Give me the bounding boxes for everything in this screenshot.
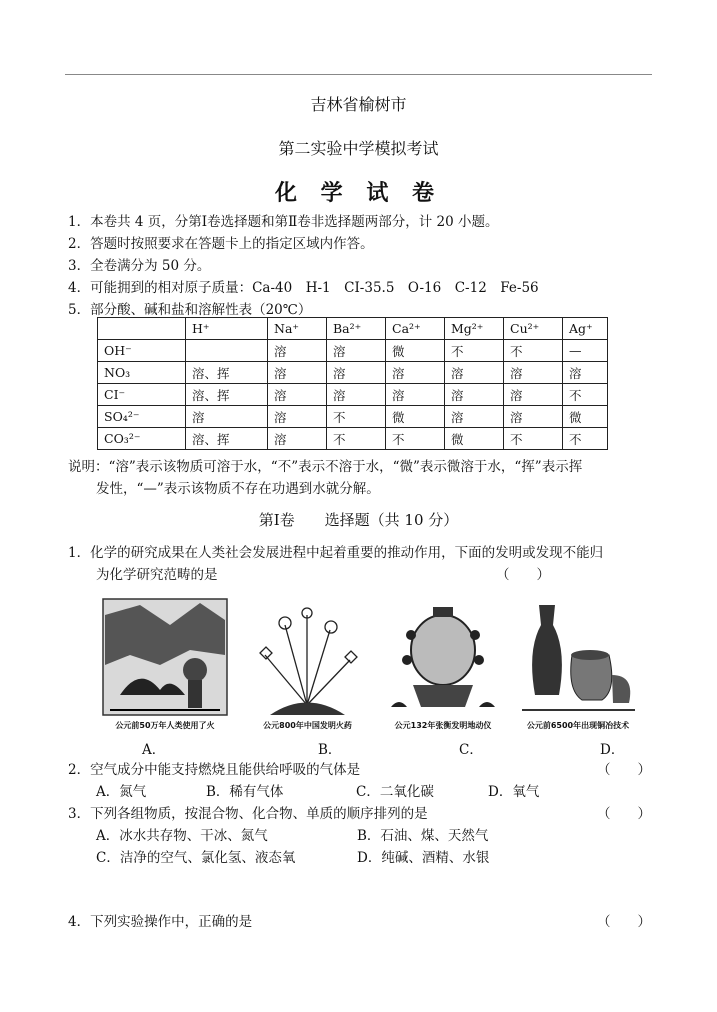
q1-caption-b: 公元800年中国发明火药 [263,721,352,730]
table-row [98,362,608,384]
table-cell: 不 [327,428,386,450]
table-cell: 溶 [504,362,563,384]
table-cell: 溶、挥 [186,362,268,384]
table-cell: 溶 [445,384,504,406]
table-cell: Ba²⁺ [327,318,386,340]
seismograph-illustration-icon [383,595,503,733]
table-cell: 溶 [504,406,563,428]
q1-option-c[interactable]: C． [459,742,483,758]
table-cell: 不 [386,428,445,450]
instruction-2: 2．答题时按照要求在答题卡上的指定区域内作答。 [68,236,374,252]
q2-option-b[interactable]: B．稀有气体 [206,784,284,800]
q2-option-d[interactable]: D．氧气 [488,784,540,800]
table-cell: 溶 [445,362,504,384]
q1-option-d[interactable]: D． [600,742,625,758]
table-cell: 溶 [268,428,327,450]
exam-subject-title: 化 学 试 卷 [275,181,442,206]
q1-caption-c: 公元132年张衡发明地动仪 [394,721,492,730]
table-cell: 溶 [327,362,386,384]
table-cell: CO₃²⁻ [98,428,186,450]
q3-answer-blank[interactable]: （ ） [597,806,651,822]
q1-image-gunpowder [245,595,370,733]
instruction-4: 4．可能拥到的相对原子质量：Ca-40 H-1 CI-35.5 O-16 C-12 Fe-56 [68,280,539,296]
table-cell: 溶 [268,340,327,362]
table-cell: NO₃ [98,362,186,384]
table-cell: 不 [445,340,504,362]
section-title: 第Ⅰ卷 选择题（共 10 分） [258,511,459,529]
table-row [98,406,608,428]
instruction-1: 1．本卷共 4 页，分第Ⅰ卷选择题和第Ⅱ卷非选择题两部分，计 20 小题。 [68,214,499,230]
table-cell: 溶 [504,384,563,406]
header-location: 吉林省榆树市 [310,95,407,114]
q3-stem: 3．下列各组物质，按混合物、化合物、单质的顺序排列的是 [68,806,428,822]
table-cell: 溶 [327,384,386,406]
table-cell: 溶、挥 [186,428,268,450]
q4-answer-blank[interactable]: （ ） [597,914,651,930]
table-cell: SO₄²⁻ [98,406,186,428]
table-cell: OH⁻ [98,340,186,362]
fireworks-illustration-icon [245,595,370,733]
table-cell: CI⁻ [98,384,186,406]
q1-image-copper [517,595,639,733]
q4-stem: 4．下列实验操作中，正确的是 [68,914,253,930]
table-cell: 溶 [268,406,327,428]
table-cell: H⁺ [186,318,268,340]
q1-stem-line1: 1．化学的研究成果在人类社会发展进程中起着重要的推动作用，下面的发明或发现不能归 [68,545,604,561]
table-cell: Na⁺ [268,318,327,340]
q3-option-c[interactable]: C．洁净的空气、氯化氢、液态氧 [96,850,296,866]
q2-answer-blank[interactable]: （ ） [597,762,651,778]
table-cell: Cu²⁺ [504,318,563,340]
table-cell: 不 [563,428,608,450]
table-cell: 微 [445,428,504,450]
table-cell: 溶 [386,362,445,384]
table-cell [98,318,186,340]
instruction-3: 3．全卷满分为 50 分。 [68,258,211,274]
table-cell: 不 [563,384,608,406]
q1-stem-line2: 为化学研究范畴的是 [96,567,218,583]
q2-stem: 2．空气成分中能支持燃烧且能供给呼吸的气体是 [68,762,361,778]
q1-image-fire [100,595,230,733]
table-row [98,340,608,362]
table-row [98,428,608,450]
table-cell: 溶 [268,384,327,406]
solubility-table [97,317,608,450]
table-cell: 不 [504,340,563,362]
vessels-illustration-icon [517,595,639,733]
table-cell: Ag⁺ [563,318,608,340]
q1-caption-d: 公元前6500年出现铜冶技术 [526,721,630,730]
fire-illustration-icon [100,595,230,733]
q3-option-a[interactable]: A．冰水共存物、干冰、氮气 [96,828,268,844]
table-cell [186,340,268,362]
instruction-5: 5．部分酸、碱和盐和溶解性表（20℃） [68,302,312,318]
table-row [98,384,608,406]
table-cell: 不 [327,406,386,428]
header-rule [65,74,652,75]
table-cell: 微 [563,406,608,428]
table-cell: 溶 [563,362,608,384]
table-cell: — [563,340,608,362]
table-cell: 微 [386,406,445,428]
header-school-exam: 第二实验中学模拟考试 [278,139,439,158]
table-cell: 溶 [327,340,386,362]
q3-option-b[interactable]: B．石油、煤、天然气 [357,828,489,844]
q1-option-b[interactable]: B． [318,742,342,758]
table-cell: 溶 [186,406,268,428]
legend-note-line1: 说明：“溶”表示该物质可溶于水，“不”表示不溶于水，“微”表示微溶于水，“挥”表示挥 [68,459,583,475]
table-cell: Mg²⁺ [445,318,504,340]
table-cell: 溶 [386,384,445,406]
table-header-row [98,318,608,340]
table-cell: 溶、挥 [186,384,268,406]
table-cell: 微 [386,340,445,362]
legend-note-line2: 发性，“—”表示该物质不存在功遇到水就分解。 [96,481,380,497]
table-cell: 溶 [268,362,327,384]
q1-answer-blank[interactable]: （ ） [496,567,550,583]
q1-caption-a: 公元前50万年人类使用了火 [115,721,215,730]
table-cell: 溶 [445,406,504,428]
q2-option-a[interactable]: A．氮气 [96,784,147,800]
q1-image-seismograph [383,595,503,733]
table-cell: Ca²⁺ [386,318,445,340]
q2-option-c[interactable]: C．二氧化碳 [356,784,434,800]
q1-option-a[interactable]: A． [142,742,166,758]
table-cell: 不 [504,428,563,450]
q3-option-d[interactable]: D．纯碱、酒精、水银 [357,850,490,866]
